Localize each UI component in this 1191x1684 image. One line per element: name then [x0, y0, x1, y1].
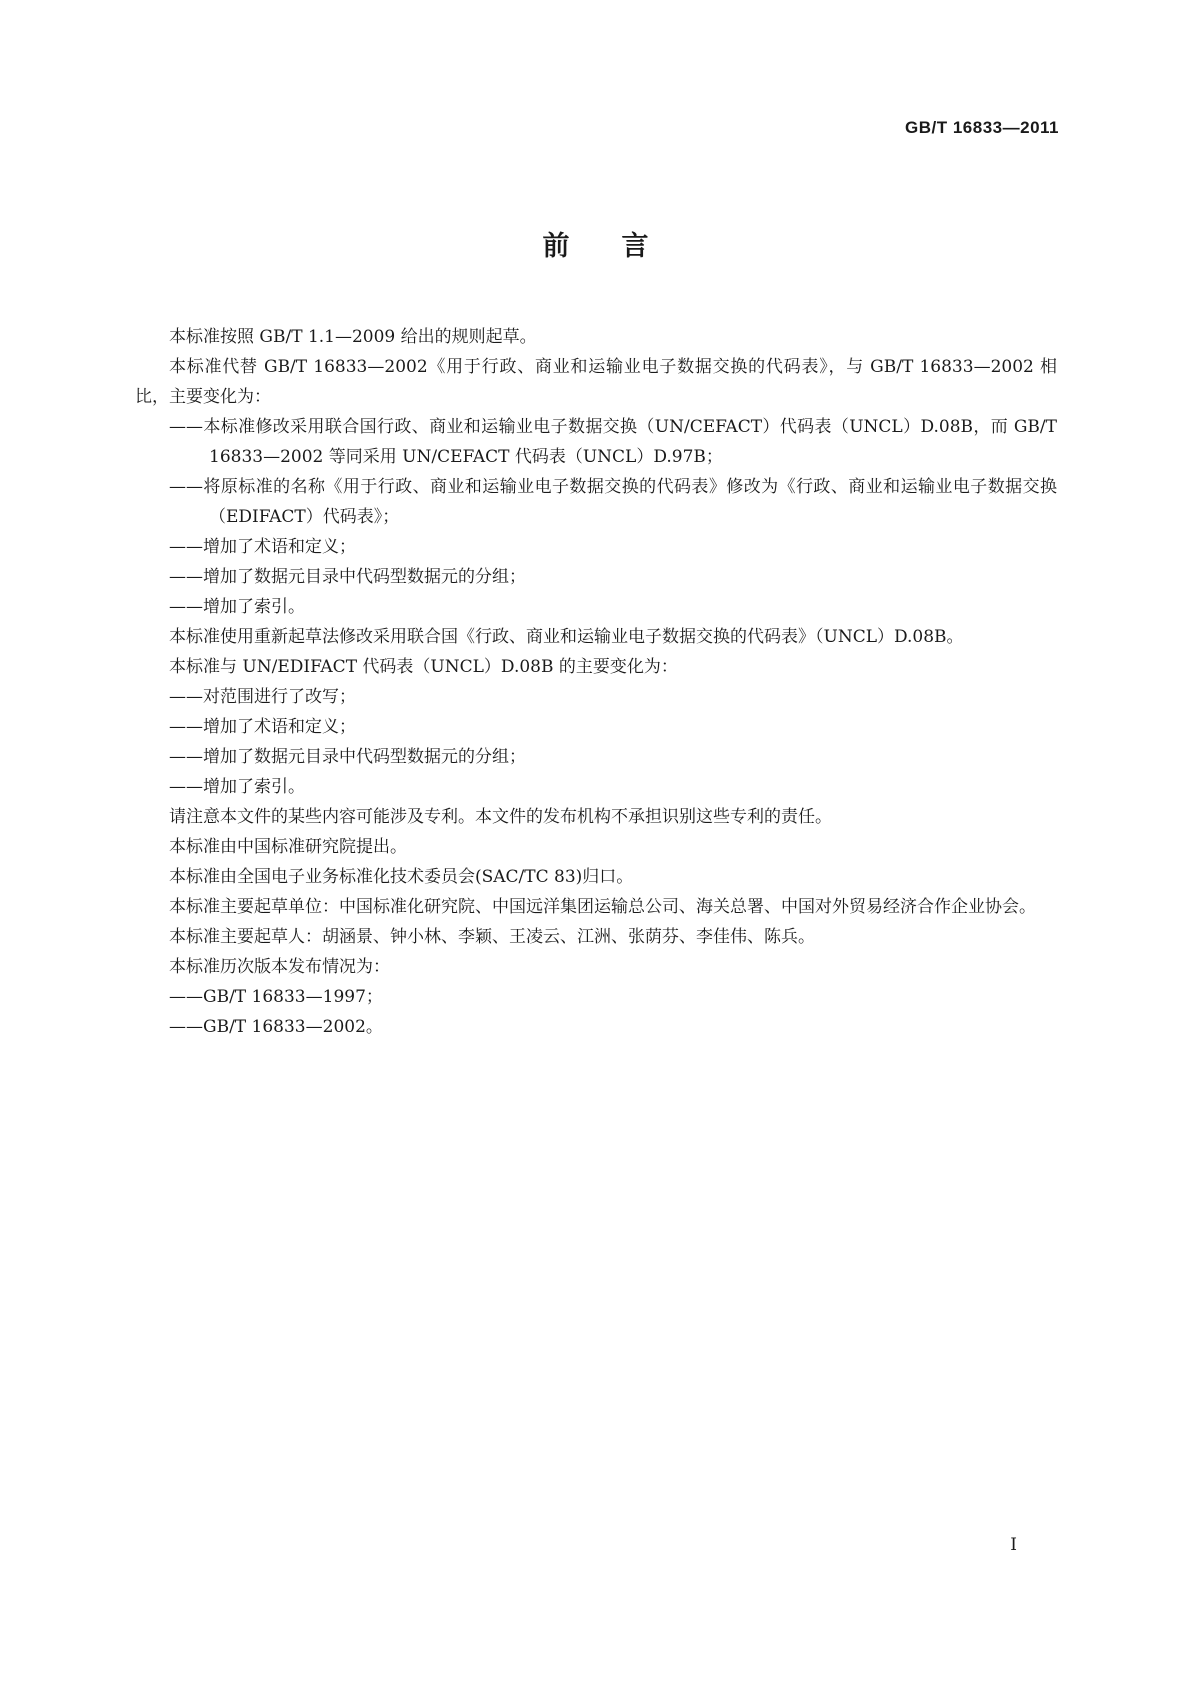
page-number: I [1010, 1535, 1017, 1555]
list-item: ——GB/T 16833—2002。 [169, 1017, 383, 1037]
list-item: ——增加了术语和定义； [169, 717, 356, 737]
header-standard-code: GB/T 16833—2011 [905, 118, 1059, 137]
preface-body [135, 322, 1057, 1042]
list-item: ——增加了索引。 [169, 777, 305, 797]
list-item: ——增加了术语和定义； [169, 537, 356, 557]
paragraph: 本标准主要起草单位：中国标准化研究院、中国远洋集团运输总公司、海关总署、中国对外贸易经济合作企业协会。 [169, 897, 1036, 917]
paragraph: 本标准按照 GB/T 1.1—2009 给出的规则起草。 [169, 327, 537, 347]
list-item: ——增加了数据元目录中代码型数据元的分组； [169, 567, 526, 587]
paragraph: 本标准由中国标准研究院提出。 [169, 837, 407, 857]
list-item: ——将原标准的名称《用于行政、商业和运输业电子数据交换的代码表》修改为《行政、商业和运输业电子数据交换（EDIFACT）代码表》； [169, 477, 1057, 527]
list-item: ——本标准修改采用联合国行政、商业和运输业电子数据交换（UN/CEFACT）代码表（UNCL）D.08B，而 GB/T 16833—2002 等同采用 UN/CEFACT 代码表（UNCL）D.97B； [169, 417, 1057, 467]
paragraph: 请注意本文件的某些内容可能涉及专利。本文件的发布机构不承担识别这些专利的责任。 [169, 807, 832, 827]
paragraph: 本标准代替 GB/T 16833—2002《用于行政、商业和运输业电子数据交换的代码表》，与 GB/T 16833—2002 相比，主要变化为： [135, 357, 1057, 407]
list-item: ——对范围进行了改写； [169, 687, 356, 707]
paragraph: 本标准与 UN/EDIFACT 代码表（UNCL）D.08B 的主要变化为： [169, 657, 678, 677]
paragraph: 本标准使用重新起草法修改采用联合国《行政、商业和运输业电子数据交换的代码表》（UNCL）D.08B。 [169, 627, 964, 647]
paragraph: 本标准历次版本发布情况为： [169, 957, 390, 977]
paragraph: 本标准主要起草人：胡涵景、钟小林、李颖、王凌云、江洲、张荫芬、李佳伟、陈兵。 [169, 927, 815, 947]
list-item: ——增加了索引。 [169, 597, 305, 617]
list-item: ——增加了数据元目录中代码型数据元的分组； [169, 747, 526, 767]
page-title: 前言 [542, 231, 701, 262]
paragraph: 本标准由全国电子业务标准化技术委员会(SAC/TC 83)归口。 [169, 867, 634, 887]
list-item: ——GB/T 16833—1997； [169, 987, 383, 1007]
